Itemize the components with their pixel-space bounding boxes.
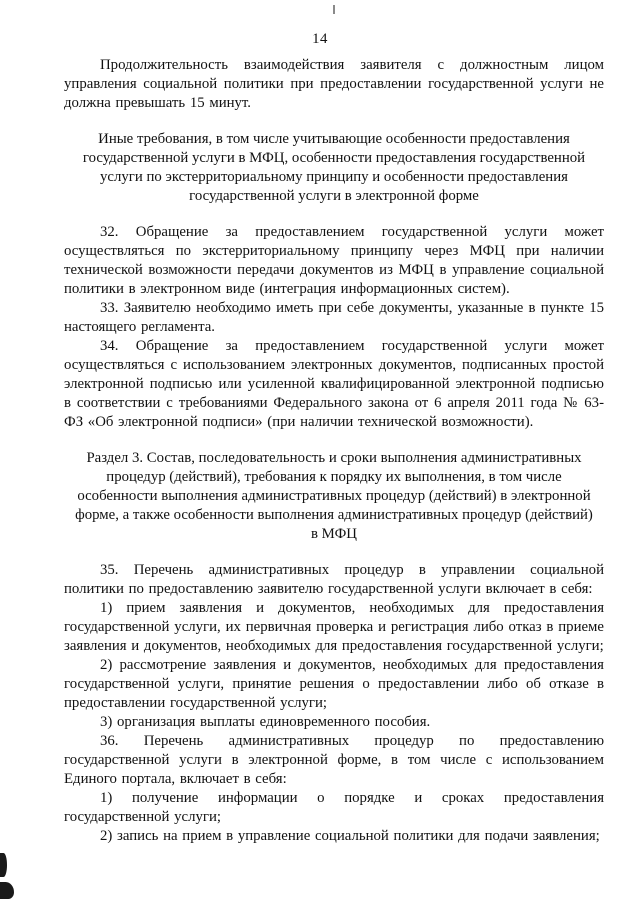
- scan-artifact-left-upper: [0, 853, 7, 877]
- paragraph-32: 32. Обращение за предоставлением государственной услуги может осуществляться по экстерриториальному принципу через МФЦ при наличии технической возможности передачи документов из МФЦ в управление социальной политики в электронном виде (интеграция информационных систем).: [64, 224, 604, 297]
- paragraph-35-item-3: 3) организация выплаты единовременного пособия.: [100, 714, 431, 730]
- scan-artifact-left-lower: [0, 882, 14, 899]
- paragraph-36-item-1: 1) получение информации о порядке и сроках предоставления государственной услуги;: [64, 790, 604, 825]
- paragraph-33: 33. Заявителю необходимо иметь при себе документы, указанные в пункте 15 настоящего регламента.: [64, 300, 604, 335]
- paragraph-35-item-2: 2) рассмотрение заявления и документов, необходимых для предоставления государственной услуги, принятие решения о предоставлении либо об отказе в предоставлении государственной услуги;: [64, 657, 604, 711]
- scan-artifact-top: [333, 5, 335, 14]
- paragraph-36-item-2: 2) запись на прием в управление социальной политики для подачи заявления;: [100, 828, 600, 844]
- paragraph-35-item-1: 1) прием заявления и документов, необходимых для предоставления государственной услуги, их первичная проверка и регистрация либо отказ в приеме заявления и документов, необходимых для предоставления государственной услуги;: [64, 600, 604, 654]
- heading-section-3: Раздел 3. Состав, последовательность и сроки выполнения административных процедур (действий), требования к порядку их выполнения, в том числе особенности выполнения административных процедур (действий) в электронной форме, а также особенности выполнения административных процедур (действий) в МФЦ: [75, 450, 593, 542]
- heading-other-requirements: Иные требования, в том числе учитывающие особенности предоставления государственной услуги в МФЦ, особенности предоставления государственной услуги по экстерриториальному принципу и особенности предоставления государственной услуги в электронной форме: [82, 131, 586, 204]
- paragraph-35: 35. Перечень административных процедур в управлении социальной политики по предоставлению заявителю государственной услуги включает в себя:: [64, 562, 604, 597]
- page-number: 14: [312, 31, 328, 47]
- paragraph-36: 36. Перечень административных процедур по предоставлению государственной услуги в электронной форме, в том числе с использованием Единого портала, включает в себя:: [64, 733, 604, 787]
- page-content: [64, 56, 604, 846]
- paragraph-interaction-duration: Продолжительность взаимодействия заявителя с должностным лицом управления социальной политики при предоставлении государственной услуги не должна превышать 15 минут.: [64, 57, 604, 111]
- paragraph-34: 34. Обращение за предоставлением государственной услуги может осуществляться с использованием электронных документов, подписанных простой электронной подписью или усиленной квалифицированной электронной подписью в соответствии с требованиями Федерального закона от 6 апреля 2011 года № 63-ФЗ «Об электронной подписи» (при наличии технической возможности).: [64, 338, 604, 430]
